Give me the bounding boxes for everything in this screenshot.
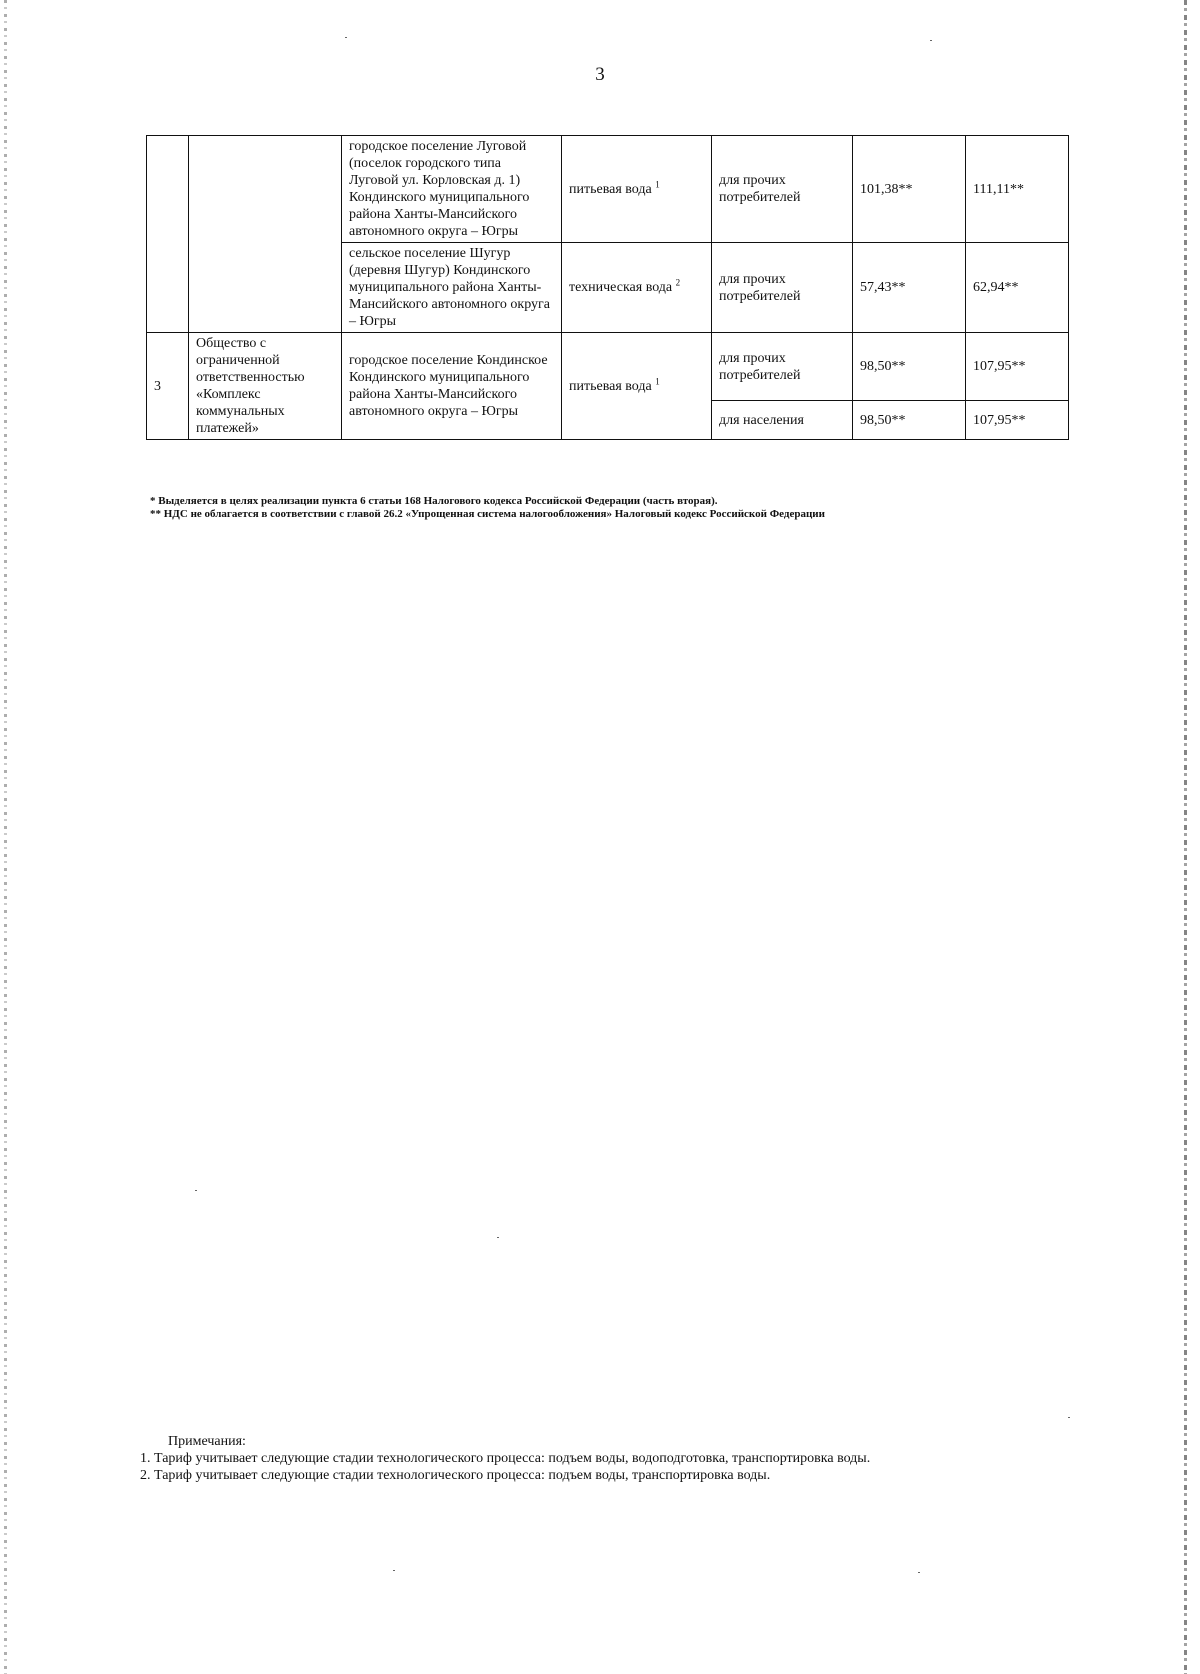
tariff-1-cell: 101,38** xyxy=(853,136,966,243)
scan-edge-right xyxy=(1184,0,1187,1674)
water-type-cell xyxy=(562,136,712,243)
scan-speck xyxy=(393,1570,395,1571)
row-number-cell: 3 xyxy=(147,333,189,440)
tariff-2-cell: 107,95** xyxy=(966,333,1069,401)
territory-cell: сельское поселение Шугур (деревня Шугур) Кондинского муниципального района Ханты-Мансийского автономного округа – Югры xyxy=(342,243,562,333)
scan-speck xyxy=(1068,1417,1070,1418)
organization-cell: Общество с ограниченной ответственностью «Комплекс коммунальных платежей» xyxy=(189,333,342,440)
footnote-vat-allocation: * Выделяется в целях реализации пункта 6 статьи 168 Налогового кодекса Российской Федерации (часть вторая). xyxy=(150,495,718,507)
tariff-table xyxy=(146,135,1069,440)
territory-cell: городское поселение Кондинское Кондинского муниципального района Ханты-Мансийского автономного округа – Югры xyxy=(342,333,562,440)
water-type-footnote-mark: 1 xyxy=(655,178,660,189)
scan-speck xyxy=(930,40,932,41)
organization-cell xyxy=(189,136,342,333)
scan-edge-left xyxy=(4,0,7,1674)
page-number: 3 xyxy=(595,64,605,85)
tariff-1-cell: 98,50** xyxy=(853,401,966,440)
water-type-label: питьевая вода xyxy=(569,181,652,197)
tariff-2-cell: 62,94** xyxy=(966,243,1069,333)
note-item: 1. Тариф учитывает следующие стадии технологического процесса: подъем воды, водоподготовка, транспортировка воды. xyxy=(140,1451,871,1466)
water-type-label: питьевая вода xyxy=(569,378,652,394)
table-row xyxy=(147,136,1069,243)
scan-speck xyxy=(918,1572,920,1573)
consumer-cell: для прочих потребителей xyxy=(712,136,853,243)
consumer-cell: для прочих потребителей xyxy=(712,243,853,333)
note-item: 2. Тариф учитывает следующие стадии технологического процесса: подъем воды, транспортировка воды. xyxy=(140,1468,771,1483)
notes-title: Примечания: xyxy=(168,1434,246,1449)
water-type-cell xyxy=(562,333,712,440)
consumer-cell: для прочих потребителей xyxy=(712,333,853,401)
water-type-footnote-mark: 1 xyxy=(655,375,660,386)
scan-speck xyxy=(195,1190,197,1191)
water-type-cell xyxy=(562,243,712,333)
footnote-vat-exempt: ** НДС не облагается в соответствии с главой 26.2 «Упрощенная система налогообложения» Налоговый кодекс Российской Федерации xyxy=(150,508,825,520)
notes-section xyxy=(140,1433,1080,1484)
scan-speck xyxy=(497,1237,499,1238)
scan-speck xyxy=(345,37,347,38)
water-type-footnote-mark: 2 xyxy=(675,277,681,288)
tariff-2-cell: 111,11** xyxy=(966,136,1069,243)
consumer-cell: для населения xyxy=(712,401,853,440)
row-number-cell xyxy=(147,136,189,333)
water-type-label: техническая вода xyxy=(569,280,673,295)
tariff-1-cell: 57,43** xyxy=(853,243,966,333)
table-footnotes xyxy=(150,495,1080,521)
territory-cell: городское поселение Луговой (поселок городского типа Луговой ул. Корловская д. 1) Кондинского муниципального района Ханты-Мансийского автономного округа – Югры xyxy=(342,136,562,243)
tariff-1-cell: 98,50** xyxy=(853,333,966,401)
table-row xyxy=(147,333,1069,401)
tariff-2-cell: 107,95** xyxy=(966,401,1069,440)
